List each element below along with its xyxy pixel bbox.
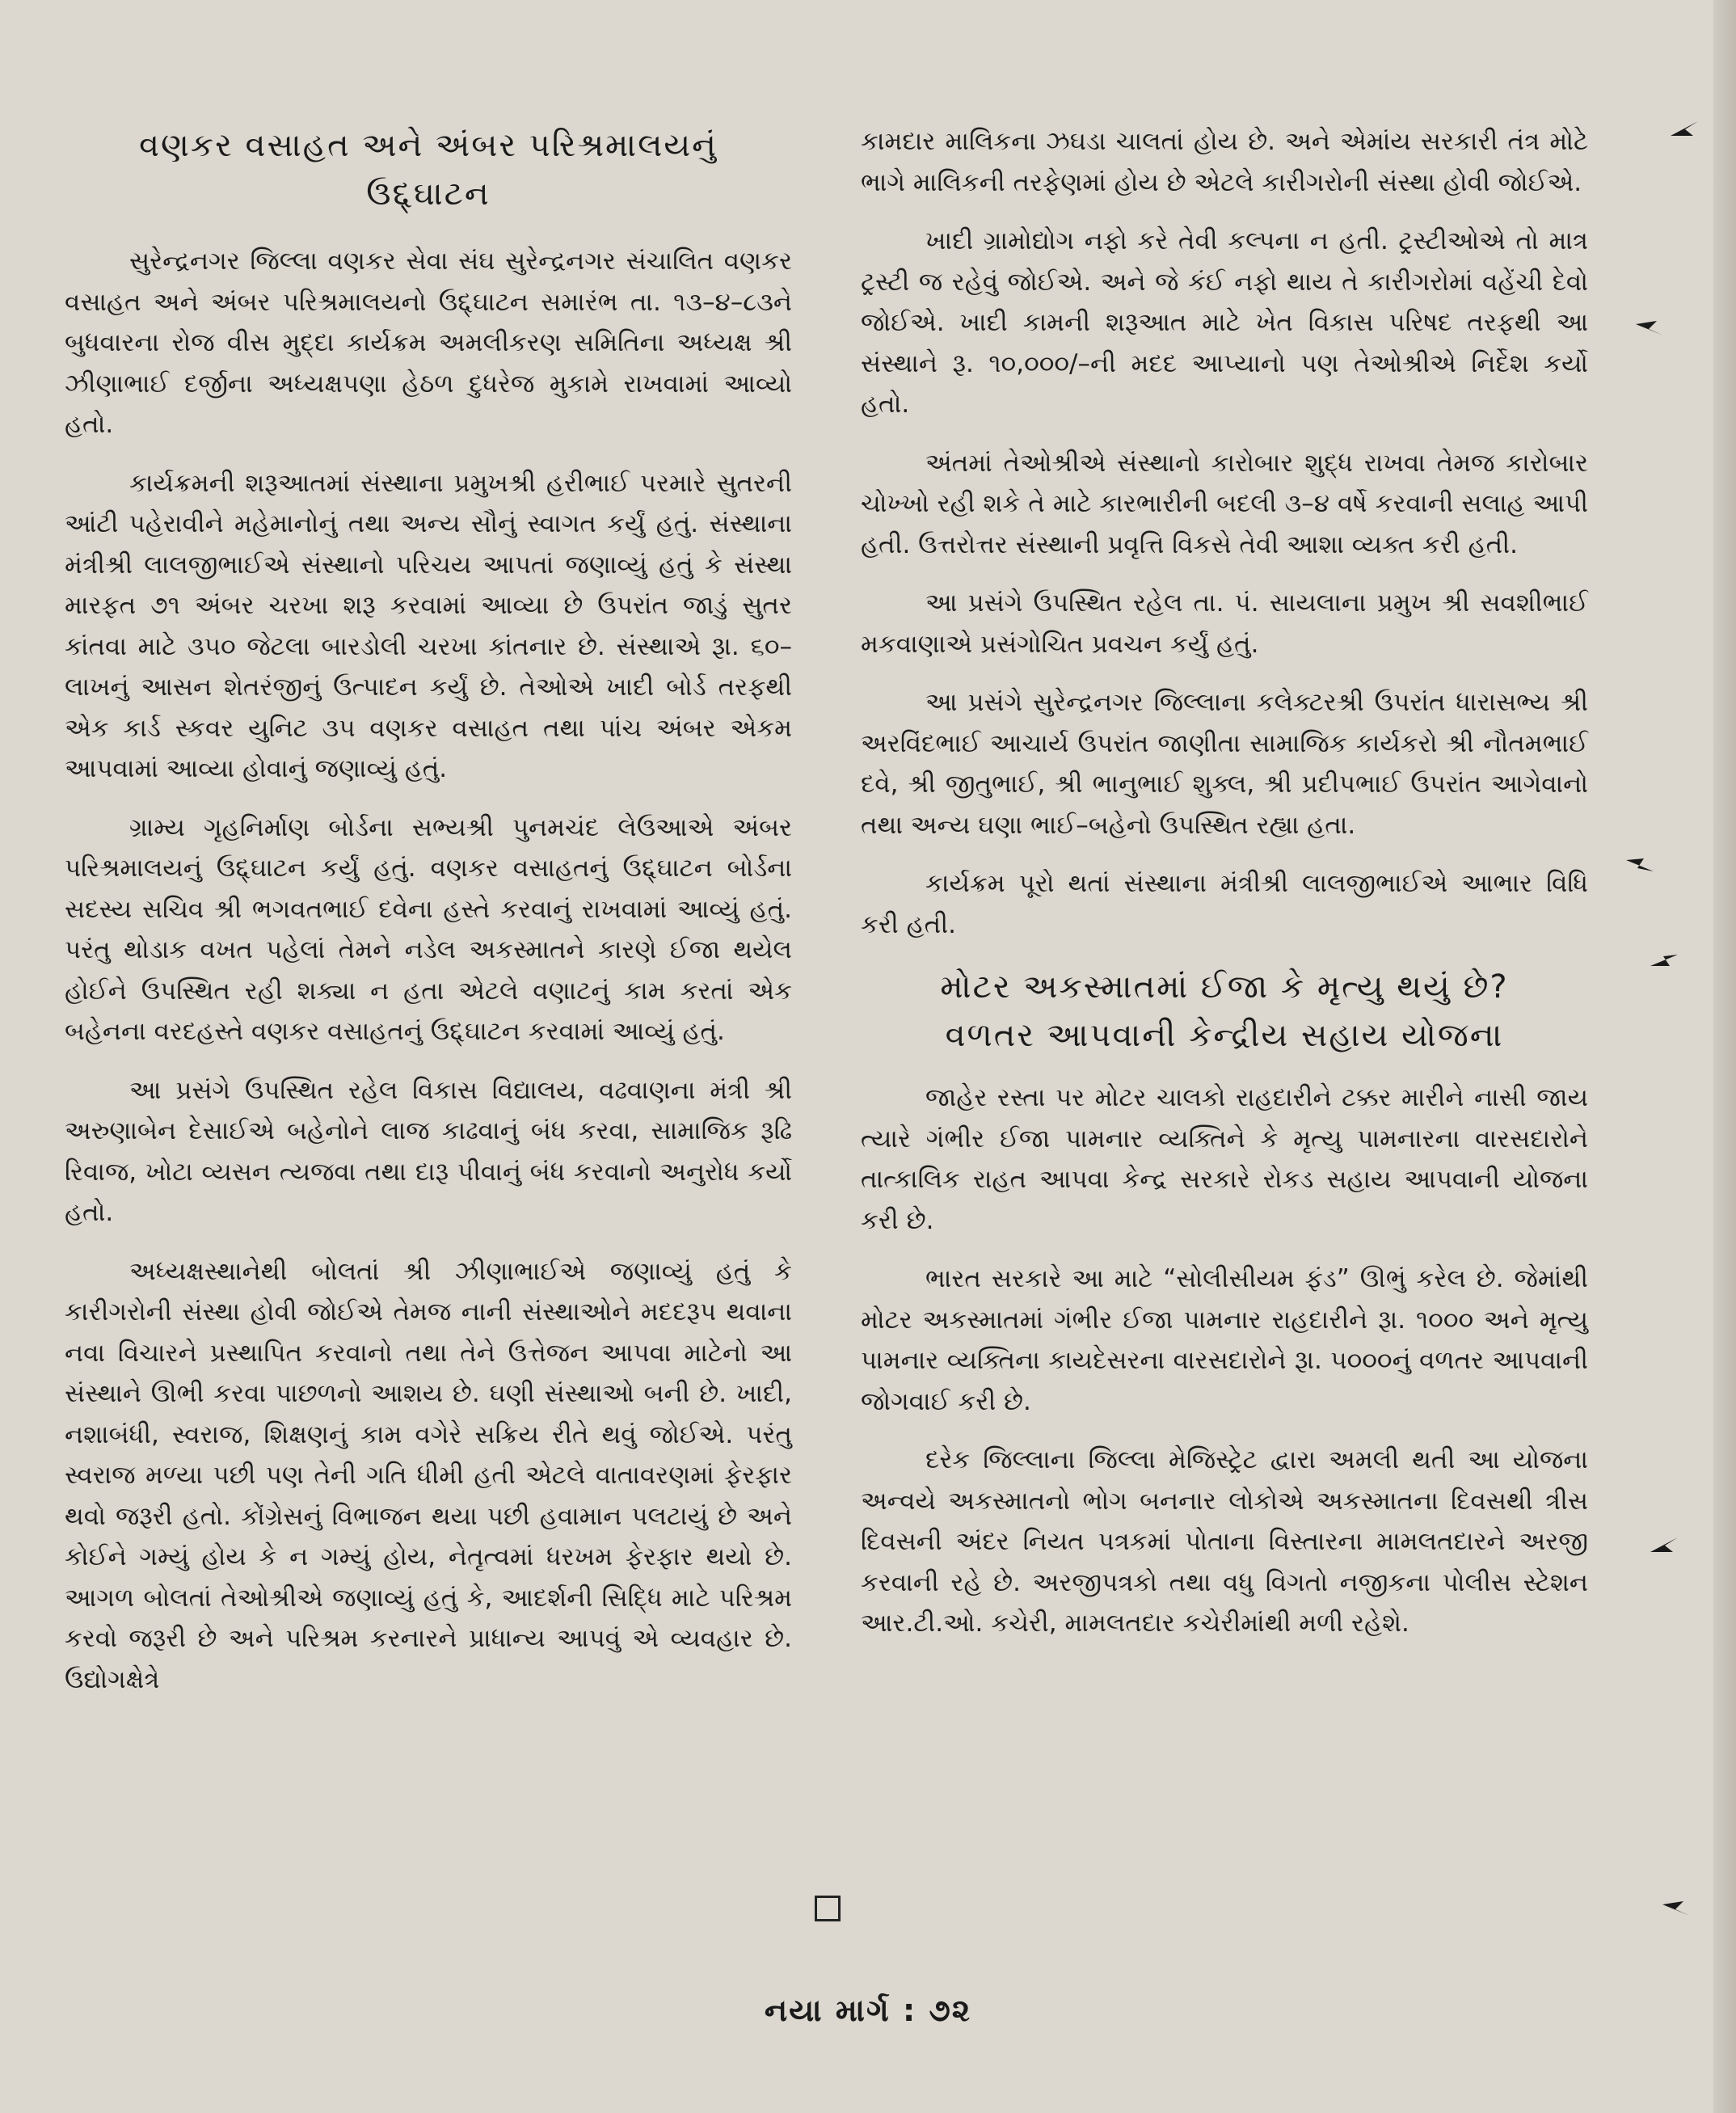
article2-title-line1: મોટર અકસ્માતમાં ઈજા કે મૃત્યુ થયું છે? — [940, 968, 1509, 1006]
binding-hole-icon — [1634, 319, 1665, 337]
page-edge — [1713, 0, 1736, 2113]
article1-paragraph-2: કાર્યક્રમની શરૂઆતમાં સંસ્થાના પ્રમુખશ્રી હરીભાઈ પરમારે સુતરની આંટી પહેરાવીને મહેમાનોનું તથા અન્ય સૌનું સ્વાગત કર્યું હતું. સંસ્થાના મંત્રીશ્રી લાલજીભાઈએ સંસ્થાનો પરિચય આપતાં જણાવ્યું હતું કે સંસ્થા મારફત ૭૧ અંબર ચરખા શરૂ કરવામાં આવ્યા છે ઉપરાંત જાડું સુતર કાંતવા માટે ૩૫૦ જેટલા બારડોલી ચરખા કાંતનાર છે. સંસ્થાએ રૂા. ૬૦–લાખનું આસન શેતરંજીનું ઉત્પાદન કર્યું છે. તેઓએ ખાદી બોર્ડ તરફથી એક કાર્ડ સ્કવર યુનિટ ૩૫ વણકર વસાહત તથા પાંચ અંબર એકમ આપવામાં આવ્યા હોવાનું જણાવ્યું હતું. — [65, 468, 792, 783]
right-column — [861, 121, 1588, 1662]
left-column — [65, 121, 792, 1718]
article1-title-line2: ઉદ્દ્ઘાટન — [366, 175, 491, 213]
article1-continued-paragraph-2: ખાદી ગ્રામોદ્યોગ નફો કરે તેવી કલ્પના ન હતી. ટ્રસ્ટીઓએ તો માત્ર ટ્રસ્ટી જ રહેવું જોઈએ. અને જે કંઈ નફો થાય તે કારીગરોમાં વહેંચી દેવો જોઈએ. ખાદી કામની શરૂઆત માટે ખેત વિકાસ પરિષદ તરફથી આ સંસ્થાને રૂ. ૧૦,૦૦૦/–ની મદદ આપ્યાનો પણ તેઓશ્રીએ નિર્દેશ કર્યો હતો. — [861, 226, 1588, 419]
article2-paragraph-3: દરેક જિલ્લાના જિલ્લા મેજિસ્ટ્રેટ દ્વારા અમલી થતી આ યોજના અન્વયે અકસ્માતનો ભોગ બનનાર લોકોએ અકસ્માતના દિવસથી ત્રીસ દિવસની અંદર નિયત પત્રકમાં પોતાના વિસ્તારના મામલતદારને અરજી કરવાની રહે છે. અરજીપત્રકો તથા વધુ વિગતો નજીકના પોલીસ સ્ટેશન આર.ટી.ઓ. કચેરી, મામલતદાર કચેરીમાંથી મળી રહેશે. — [861, 1445, 1588, 1638]
article1-paragraph-4: આ પ્રસંગે ઉપસ્થિત રહેલ વિકાસ વિદ્યાલય, વઢવાણના મંત્રી શ્રી અરુણાબેન દેસાઈએ બહેનોને લાજ કાઢવાનું બંધ કરવા, સામાજિક રૂઢિ રિવાજ, ખોટા વ્યસન ત્યજવા તથા દારૂ પીવાનું બંધ કરવાનો અનુરોધ કર્યો હતો. — [65, 1075, 792, 1227]
article2-heading — [861, 963, 1588, 1060]
article1-paragraph-1: સુરેન્દ્રનગર જિલ્લા વણકર સેવા સંઘ સુરેન્દ્રનગર સંચાલિત વણકર વસાહત અને અંબર પરિશ્રમાલયનો ઉદ્દ્ઘાટન સમારંભ તા. ૧૩–૪–૮૩ને બુધવારના રોજ વીસ મુદ્દા કાર્યક્રમ અમલીકરણ સમિતિના અધ્યક્ષ શ્રી ઝીણાભાઈ દર્જીના અધ્યક્ષપણા હેઠળ દુધરેજ મુકામે રાખવામાં આવ્યો હતો. — [65, 247, 792, 439]
article1-continued-paragraph-6: કાર્યક્રમ પૂરો થતાં સંસ્થાના મંત્રીશ્રી લાલજીભાઈએ આભાર વિધિ કરી હતી. — [861, 869, 1588, 939]
article1-continued-paragraph-3: અંતમાં તેઓશ્રીએ સંસ્થાનો કારોબાર શુદ્ધ રાખવા તેમજ કારોબાર ચોખ્ખો રહી શકે તે માટે કારભારીની બદલી ૩–૪ વર્ષે કરવાની સલાહ આપી હતી. ઉત્તરોત્તર સંસ્થાની પ્રવૃત્તિ વિકસે તેવી આશા વ્યક્ત કરી હતી. — [861, 448, 1588, 559]
article1-heading — [65, 121, 792, 218]
binding-hole-icon — [1669, 120, 1700, 137]
article1-continued-paragraph-5: આ પ્રસંગે સુરેન્દ્રનગર જિલ્લાના કલેક્ટરશ્રી ઉપરાંત ધારાસભ્ય શ્રી અરવિંદભાઈ આચાર્ય ઉપરાંત જાણીતા સામાજિક કાર્યકરો શ્રી નૌતમભાઈ દવે, શ્રી જીતુભાઈ, શ્રી ભાનુભાઈ શુક્લ, શ્રી પ્રદીપભાઈ ઉપરાંત આગેવાનો તથા અન્ય ઘણા ભાઈ–બહેનો ઉપસ્થિત રહ્યા હતા. — [861, 688, 1588, 840]
binding-hole-icon — [1661, 1900, 1692, 1917]
article1-title-line1: વણકર વસાહત અને અંબર પરિશ્રમાલયનું — [139, 127, 718, 164]
binding-hole-icon — [1649, 950, 1679, 968]
end-of-article-square-icon — [815, 1896, 841, 1921]
binding-hole-icon — [1624, 857, 1655, 875]
article1-paragraph-5: અધ્યક્ષસ્થાનેથી બોલતાં શ્રી ઝીણાભાઈએ જણાવ્યું હતું કે કારીગરોની સંસ્થા હોવી જોઈએ તેમજ નાની સંસ્થાઓને મદદરૂપ થવાના નવા વિચારને પ્રસ્થાપિત કરવાનો તથા તેને ઉત્તેજન આપવા માટેનો આ સંસ્થાને ઊભી કરવા પાછળનો આશય છે. ઘણી સંસ્થાઓ બની છે. ખાદી, નશાબંધી, સ્વરાજ, શિક્ષણનું કામ વગેરે સક્રિય રીતે થવું જોઈએ. પરંતુ સ્વરાજ મળ્યા પછી પણ તેની ગતિ ધીમી હતી એટલે વાતાવરણમાં ફેરફાર થવો જરૂરી હતો. કોંગ્રેસનું વિભાજન થયા પછી હવામાન પલટાયું છે અને કોઈને ગમ્યું હોય કે ન ગમ્યું હોય, નેતૃત્વમાં ધરખમ ફેરફાર થયો છે. આગળ બોલતાં તેઓશ્રીએ જણાવ્યું હતું કે, આદર્શની સિદ્ધિ માટે પરિશ્રમ કરવો જરૂરી છે અને પરિશ્રમ કરનારને પ્રાધાન્ય આપવું એ વ્યવહાર છે. ઉદ્યોગક્ષેત્રે — [65, 1256, 792, 1694]
article2-paragraph-2: ભારત સરકારે આ માટે “સોલીસીયમ ફંડ” ઊભું કરેલ છે. જેમાંથી મોટર અકસ્માતમાં ગંભીર ઈજા પામનાર રાહદારીને રૂા. ૧૦૦૦ અને મૃત્યુ પામનાર વ્યક્તિના કાયદેસરના વારસદારોને રૂા. ૫૦૦૦નું વળતર આપવાની જોગવાઈ કરી છે. — [861, 1264, 1588, 1416]
page-footer: નયા માર્ગ : ૭૨ — [764, 1993, 972, 2028]
article1-continued-paragraph-4: આ પ્રસંગે ઉપસ્થિત રહેલ તા. પં. સાયલાના પ્રમુખ શ્રી સવશીભાઈ મકવાણાએ પ્રસંગોચિત પ્રવચન કર્યું હતું. — [861, 588, 1588, 659]
binding-hole-icon — [1649, 1536, 1679, 1554]
article1-continued-paragraph-1: કામદાર માલિકના ઝઘડા ચાલતાં હોય છે. અને એમાંય સરકારી તંત્ર મોટે ભાગે માલિકની તરફેણમાં હોય છે એટલે કારીગરોની સંસ્થા હોવી જોઈએ. — [861, 127, 1588, 197]
article2-paragraph-1: જાહેર રસ્તા પર મોટર ચાલકો રાહદારીને ટક્કર મારીને નાસી જાય ત્યારે ગંભીર ઈજા પામનાર વ્યક્તિને કે મૃત્યુ પામનારના વારસદારોને તાત્કાલિક રાહત આપવા કેન્દ્ર સરકારે રોકડ સહાય આપવાની યોજના કરી છે. — [861, 1083, 1588, 1235]
article1-paragraph-3: ગ્રામ્ય ગૃહનિર્માણ બોર્ડના સભ્યશ્રી પુનમચંદ લેઉઆએ અંબર પરિશ્રમાલયનું ઉદ્દ્ઘાટન કર્યું હતું. વણકર વસાહતનું ઉદ્દ્ઘાટન બોર્ડના સદસ્ય સચિવ શ્રી ભગવતભાઈ દવેના હસ્તે કરવાનું રાખવામાં આવ્યું હતું. પરંતુ થોડાક વખત પહેલાં તેમને નડેલ અકસ્માતને કારણે ઈજા થયેલ હોઈને ઉપસ્થિત રહી શક્યા ન હતા એટલે વણાટનું કામ કરતાં એક બહેનના વરદહસ્તે વણકર વસાહતનું ઉદ્દ્ઘાટન કરવામાં આવ્યું હતું. — [65, 812, 792, 1046]
article2-title-line2: વળતર આપવાની કેન્દ્રીય સહાય યોજના — [945, 1017, 1504, 1054]
